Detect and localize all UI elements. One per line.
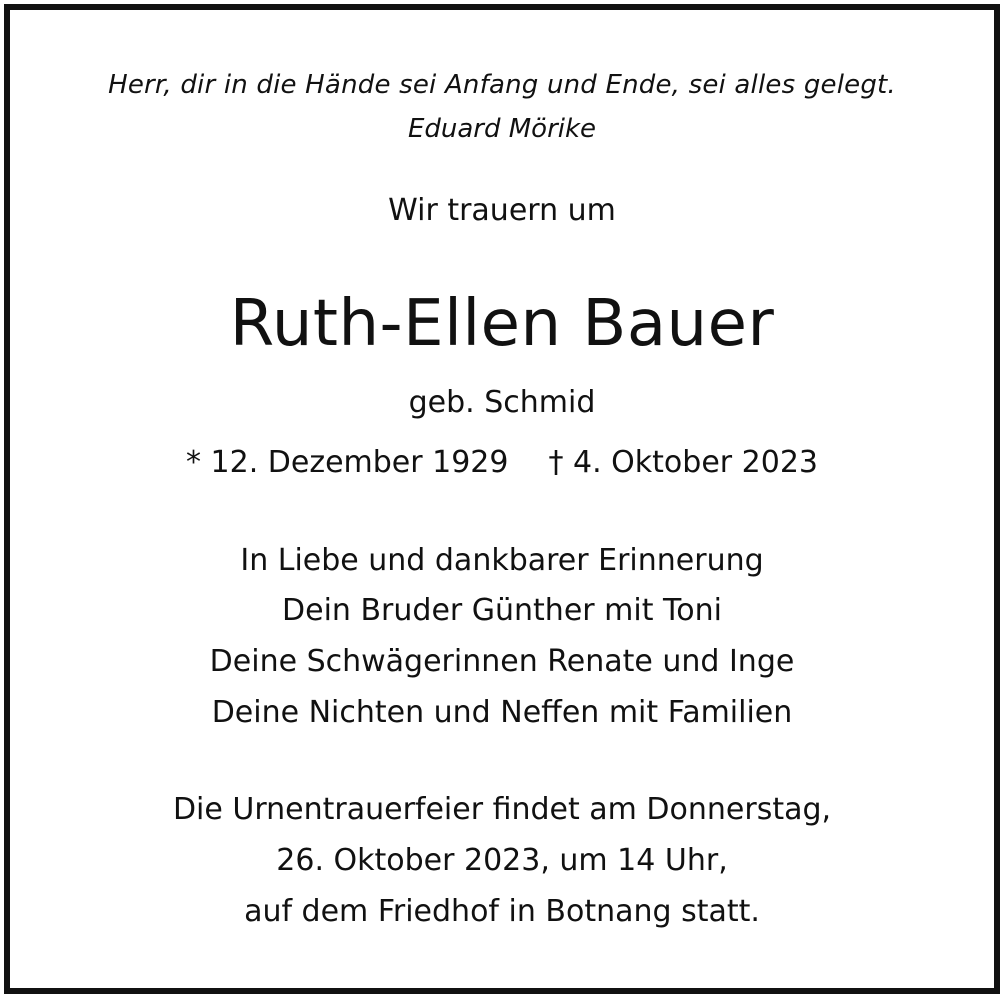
obituary-frame: [4, 4, 1000, 994]
ceremony-line-3: auf dem Friedhof in Botnang statt.: [244, 894, 760, 929]
quote-author: Eduard Mörike: [407, 114, 597, 144]
intro-text: Wir trauern um: [388, 193, 616, 228]
mourner-line-2: Dein Bruder Günther mit Toni: [282, 593, 722, 628]
birth-date: * 12. Dezember 1929: [185, 445, 509, 480]
quote-text: Herr, dir in die Hände sei Anfang und Ende, sei alles gelegt.: [108, 70, 896, 100]
ceremony-line-2: 26. Oktober 2023, um 14 Uhr,: [276, 843, 728, 878]
ceremony-line-1: Die Urnentrauerfeier findet am Donnerstag,: [172, 792, 832, 827]
mourner-line-3: Deine Schwägerinnen Renate und Inge: [209, 644, 795, 679]
deceased-name: Ruth-Ellen Bauer: [229, 287, 775, 361]
mourner-line-1: In Liebe und dankbarer Erinnerung: [240, 543, 764, 578]
mourner-line-4: Deine Nichten und Neffen mit Familien: [211, 695, 793, 730]
death-date: † 4. Oktober 2023: [548, 445, 819, 480]
maiden-name: geb. Schmid: [408, 385, 596, 420]
life-dates: [10, 445, 994, 480]
